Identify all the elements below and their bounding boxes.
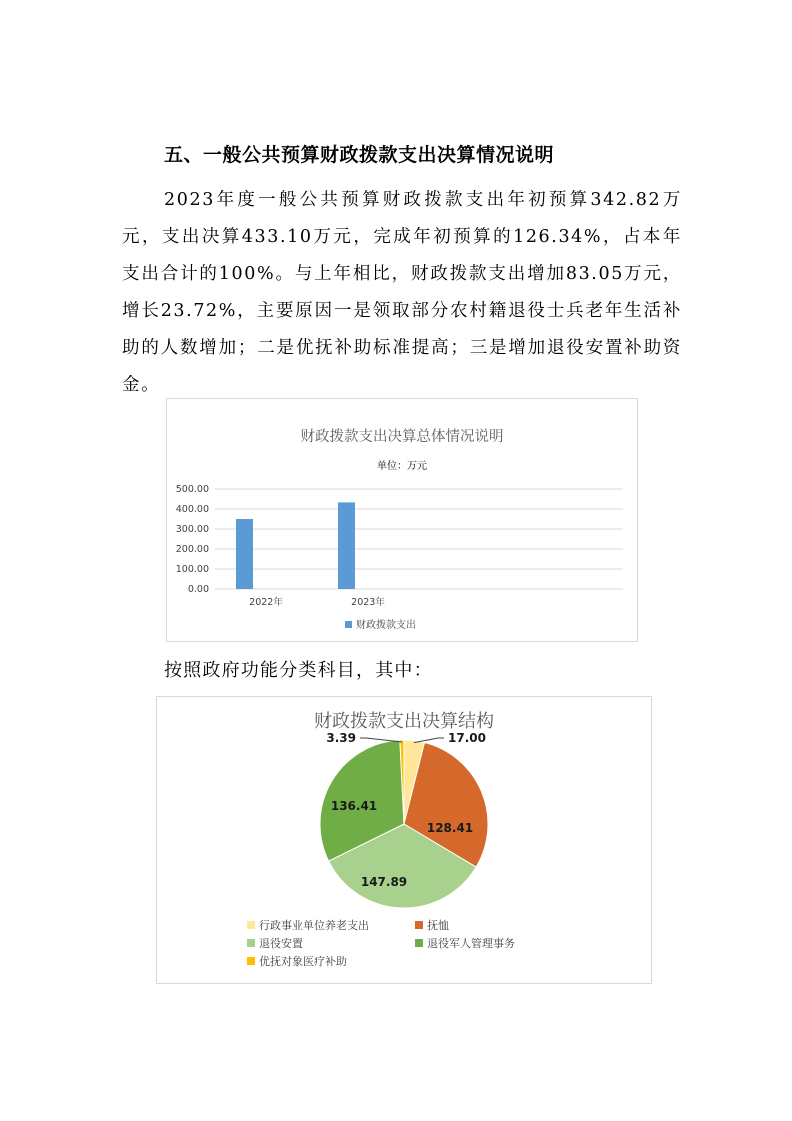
body-paragraph: 2023年度一般公共预算财政拨款支出年初预算342.82万元，支出决算433.10万元，完成年初预算的126.34%，占本年支出合计的100%。与上年相比，财政拨款支出增加83.05万元，增长23.72%，主要原因一是领取部分农村籍退役士兵老年生活补助的人数增加；二是优抚补助标准提高；三是增加退役安置补助资金。 <box>122 190 682 395</box>
pie-legend-label: 退役军人管理事务 <box>427 937 515 950</box>
pie-data-label: 128.41 <box>426 821 474 835</box>
pie-legend-label: 优抚对象医疗补助 <box>259 955 347 968</box>
pie-legend <box>247 918 515 968</box>
pie-chart-title: 财政拨款支出决算结构 <box>314 711 494 732</box>
classification-subtitle: 按照政府功能分类科目，其中： <box>164 660 433 681</box>
pie-data-label: 136.41 <box>330 799 378 813</box>
bar-x-tick-label: 2022年 <box>249 597 283 608</box>
bar-y-tick-label: 300.00 <box>175 524 209 535</box>
bar-y-tick-label: 200.00 <box>175 544 209 555</box>
pie-legend-swatch <box>247 921 255 929</box>
pie-data-label: 147.89 <box>360 875 408 889</box>
bar-y-axis <box>176 484 209 595</box>
bar-chart-frame <box>166 398 638 642</box>
pie-legend-swatch <box>247 939 255 947</box>
bar-legend-swatch <box>345 621 352 628</box>
bar-legend-label: 财政拨款支出 <box>356 620 416 631</box>
pie-data-label: 3.39 <box>326 731 356 745</box>
pie-legend-label: 行政事业单位养老支出 <box>259 919 369 932</box>
pie-chart <box>157 697 651 983</box>
pie-legend-label: 退役安置 <box>259 937 303 950</box>
bar-y-tick-label: 500.00 <box>175 484 209 495</box>
bar-legend <box>345 618 416 631</box>
bar-x-tick-label: 2023年 <box>351 597 385 608</box>
pie-chart-frame <box>156 696 652 984</box>
pie-data-label: 17.00 <box>448 731 486 745</box>
bar-y-tick-label: 0.00 <box>187 584 209 595</box>
pie-legend-swatch <box>247 957 255 965</box>
bar-mark <box>236 519 253 589</box>
bar-gridlines <box>215 489 623 589</box>
pie-legend-swatch <box>415 921 423 929</box>
bar-x-axis <box>249 596 385 608</box>
pie-legend-swatch <box>415 939 423 947</box>
bar-y-tick-label: 400.00 <box>175 504 209 515</box>
section-heading: 五、一般公共预算财政拨款支出决算情况说明 <box>164 144 555 166</box>
bar-chart-title: 财政拨款支出决算总体情况说明 <box>300 429 504 445</box>
pie-legend-label: 抚恤 <box>427 919 449 932</box>
bar-y-tick-label: 100.00 <box>175 564 209 575</box>
pie-leader-line <box>414 738 444 743</box>
bar-series <box>236 502 355 589</box>
bar-chart-unit: 单位：万元 <box>377 461 427 472</box>
bar-chart <box>167 399 637 641</box>
bar-mark <box>338 502 355 589</box>
